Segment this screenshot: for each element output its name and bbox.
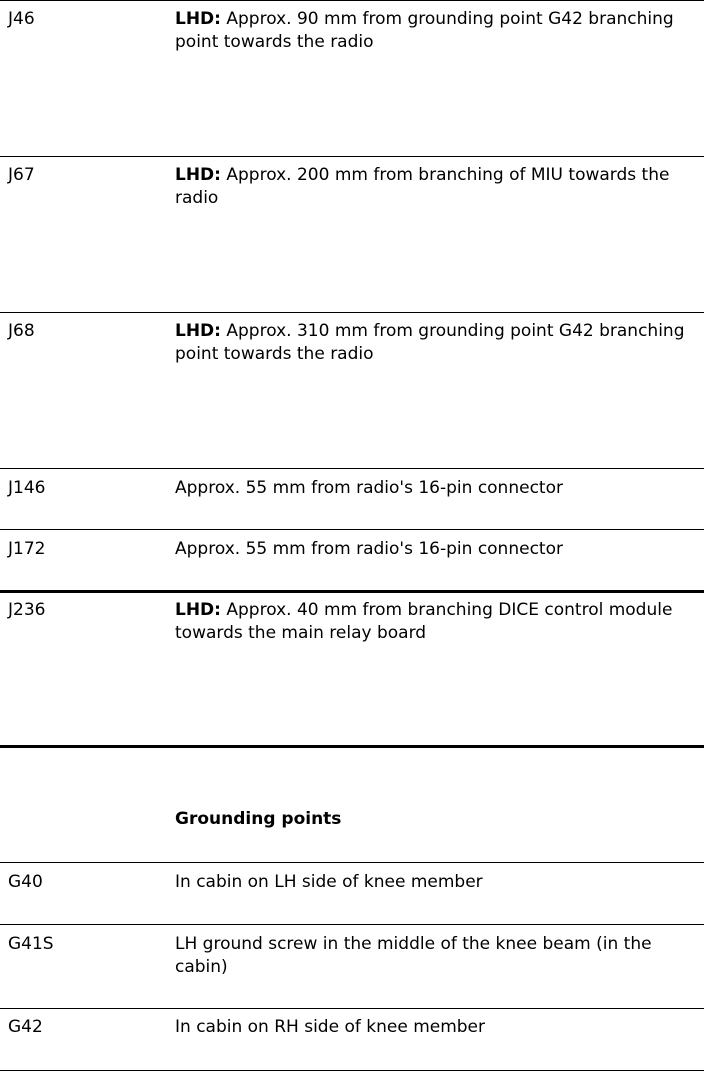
connector-description: LHD: Approx. 310 mm from grounding point G42 branching point towards the radio bbox=[175, 321, 685, 364]
row-divider bbox=[0, 924, 704, 925]
connector-description: LHD: Approx. 200 mm from branching of MIU towards the radio bbox=[175, 165, 670, 208]
grounding-description: LH ground screw in the middle of the knee beam (in the cabin) bbox=[175, 934, 652, 977]
row-divider bbox=[0, 312, 704, 313]
connector-code: J236 bbox=[8, 600, 46, 620]
connector-description: LHD: Approx. 90 mm from grounding point G42 branching point towards the radio bbox=[175, 9, 674, 52]
row-divider bbox=[0, 1008, 704, 1009]
connector-code: J46 bbox=[8, 9, 35, 29]
grounding-description: In cabin on RH side of knee member bbox=[175, 1017, 486, 1037]
lhd-prefix: LHD: bbox=[175, 165, 221, 185]
grounding-code: G42 bbox=[8, 1017, 43, 1037]
section-heading: Grounding points bbox=[175, 809, 342, 829]
table-top-rule bbox=[0, 0, 704, 1]
lhd-prefix: LHD: bbox=[175, 321, 221, 341]
connector-description: Approx. 55 mm from radio's 16-pin connector bbox=[175, 539, 563, 559]
table-bottom-rule bbox=[0, 745, 704, 748]
connector-code: J172 bbox=[8, 539, 46, 559]
connector-code: J67 bbox=[8, 165, 35, 185]
grounding-description: In cabin on LH side of knee member bbox=[175, 872, 483, 892]
lhd-prefix: LHD: bbox=[175, 9, 221, 29]
row-divider bbox=[0, 1070, 704, 1071]
row-divider bbox=[0, 590, 704, 593]
row-divider bbox=[0, 862, 704, 863]
connector-description: Approx. 55 mm from radio's 16-pin connector bbox=[175, 478, 563, 498]
grounding-code: G40 bbox=[8, 872, 43, 892]
grounding-code: G41S bbox=[8, 934, 54, 954]
row-divider bbox=[0, 156, 704, 157]
connector-description: LHD: Approx. 40 mm from branching DICE control module towards the main relay board bbox=[175, 600, 673, 643]
connector-code: J68 bbox=[8, 321, 35, 341]
connector-code: J146 bbox=[8, 478, 46, 498]
row-divider bbox=[0, 468, 704, 469]
row-divider bbox=[0, 529, 704, 530]
lhd-prefix: LHD: bbox=[175, 600, 221, 620]
